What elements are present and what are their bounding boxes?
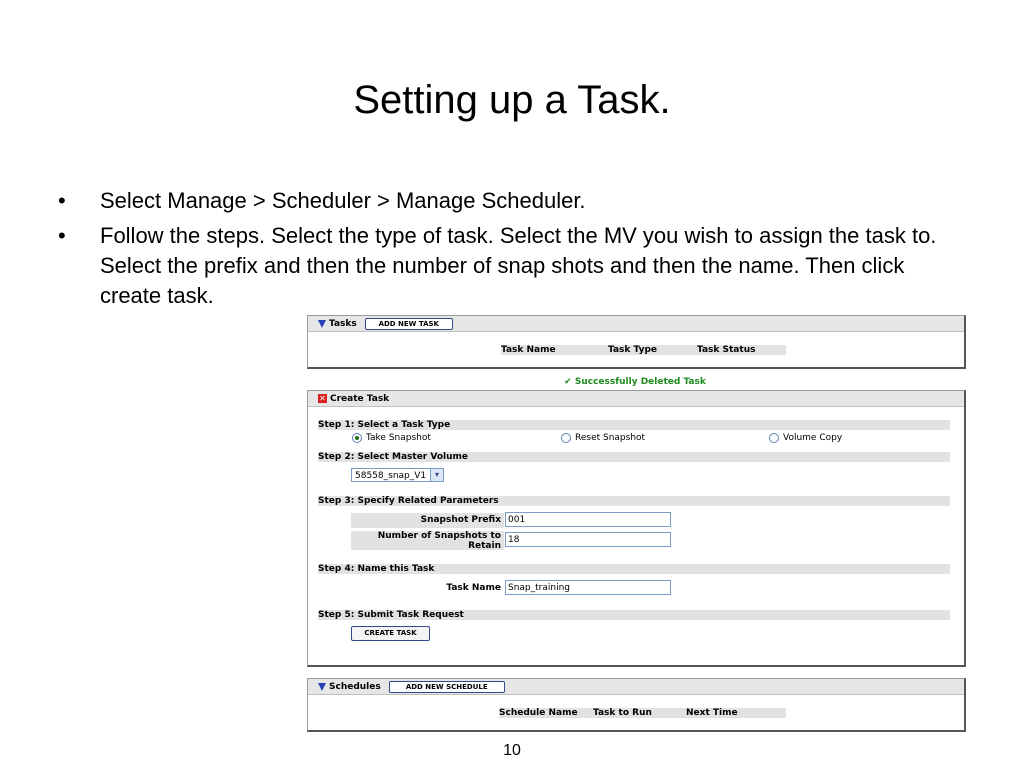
radio-selected-icon — [352, 433, 362, 443]
collapse-triangle-icon[interactable] — [318, 683, 326, 691]
step-1-label: Step 1: Select a Task Type — [318, 420, 950, 430]
close-icon[interactable]: ✕ — [319, 394, 326, 403]
snapshots-retain-label-line2: Retain — [468, 541, 501, 551]
tasks-table-header — [501, 345, 786, 355]
step-4-label: Step 4: Name this Task — [318, 564, 950, 574]
column-header-task-status: Task Status — [697, 345, 756, 355]
radio-volume-copy[interactable] — [769, 433, 842, 443]
create-task-panel — [307, 390, 966, 667]
radio-unselected-icon — [561, 433, 571, 443]
column-header-next-time: Next Time — [686, 708, 738, 718]
bullet-item — [58, 186, 958, 216]
schedules-panel-title: Schedules — [329, 681, 381, 692]
task-name-label: Task Name — [351, 581, 504, 596]
snapshots-retain-label — [351, 531, 504, 550]
tasks-panel — [307, 315, 966, 369]
column-header-task-to-run: Task to Run — [593, 708, 652, 718]
checkmark-icon: ✔ — [564, 377, 572, 387]
snapshot-prefix-label: Snapshot Prefix — [351, 513, 504, 528]
bullet-text: Follow the steps. Select the type of task. Select the MV you wish to assign the task to. Select the prefix and then the number of snap shots and then the name. Then click create task. — [100, 223, 937, 308]
radio-label: Take Snapshot — [366, 433, 431, 443]
radio-label: Volume Copy — [783, 433, 843, 443]
step-2-label: Step 2: Select Master Volume — [318, 452, 950, 462]
step-5-label: Step 5: Submit Task Request — [318, 610, 950, 620]
column-header-schedule-name: Schedule Name — [499, 708, 578, 718]
radio-take-snapshot[interactable] — [352, 433, 431, 443]
bullet-list — [58, 186, 958, 316]
step-3-label: Step 3: Specify Related Parameters — [318, 496, 950, 506]
add-new-schedule-button[interactable]: ADD NEW SCHEDULE — [389, 681, 505, 693]
schedules-panel-header — [308, 679, 964, 695]
tasks-panel-header — [308, 316, 964, 332]
slide-title: Setting up a Task. — [353, 78, 671, 122]
tasks-panel-title: Tasks — [329, 318, 357, 329]
create-task-header — [308, 391, 964, 407]
bullet-text: Select Manage > Scheduler > Manage Scheduler. — [100, 188, 586, 213]
collapse-triangle-icon[interactable] — [318, 320, 326, 328]
page-number: 10 — [503, 742, 521, 759]
radio-unselected-icon — [769, 433, 779, 443]
bullet-glyph: • — [58, 223, 66, 248]
create-task-title: Create Task — [330, 393, 390, 404]
snapshot-prefix-input[interactable]: 001 — [505, 512, 671, 527]
bullet-glyph: • — [58, 188, 66, 213]
snapshots-retain-label-line1: Number of Snapshots to — [377, 531, 501, 541]
snapshots-retain-input[interactable]: 18 — [505, 532, 671, 547]
column-header-task-type: Task Type — [608, 345, 658, 355]
select-value: 58558_snap_V1 — [355, 471, 427, 481]
bullet-item — [58, 221, 958, 311]
chevron-down-icon[interactable]: ▾ — [430, 469, 443, 481]
create-task-button[interactable]: CREATE TASK — [351, 626, 430, 641]
radio-label: Reset Snapshot — [575, 433, 646, 443]
schedules-table-header — [499, 708, 786, 718]
column-header-task-name: Task Name — [501, 345, 556, 355]
master-volume-select[interactable] — [351, 468, 444, 482]
radio-reset-snapshot[interactable] — [561, 433, 645, 443]
add-new-task-button[interactable]: ADD NEW TASK — [365, 318, 453, 330]
status-message — [307, 377, 963, 387]
schedules-panel — [307, 678, 966, 732]
task-name-input[interactable]: Snap_training — [505, 580, 671, 595]
status-message-text: Successfully Deleted Task — [574, 377, 706, 387]
